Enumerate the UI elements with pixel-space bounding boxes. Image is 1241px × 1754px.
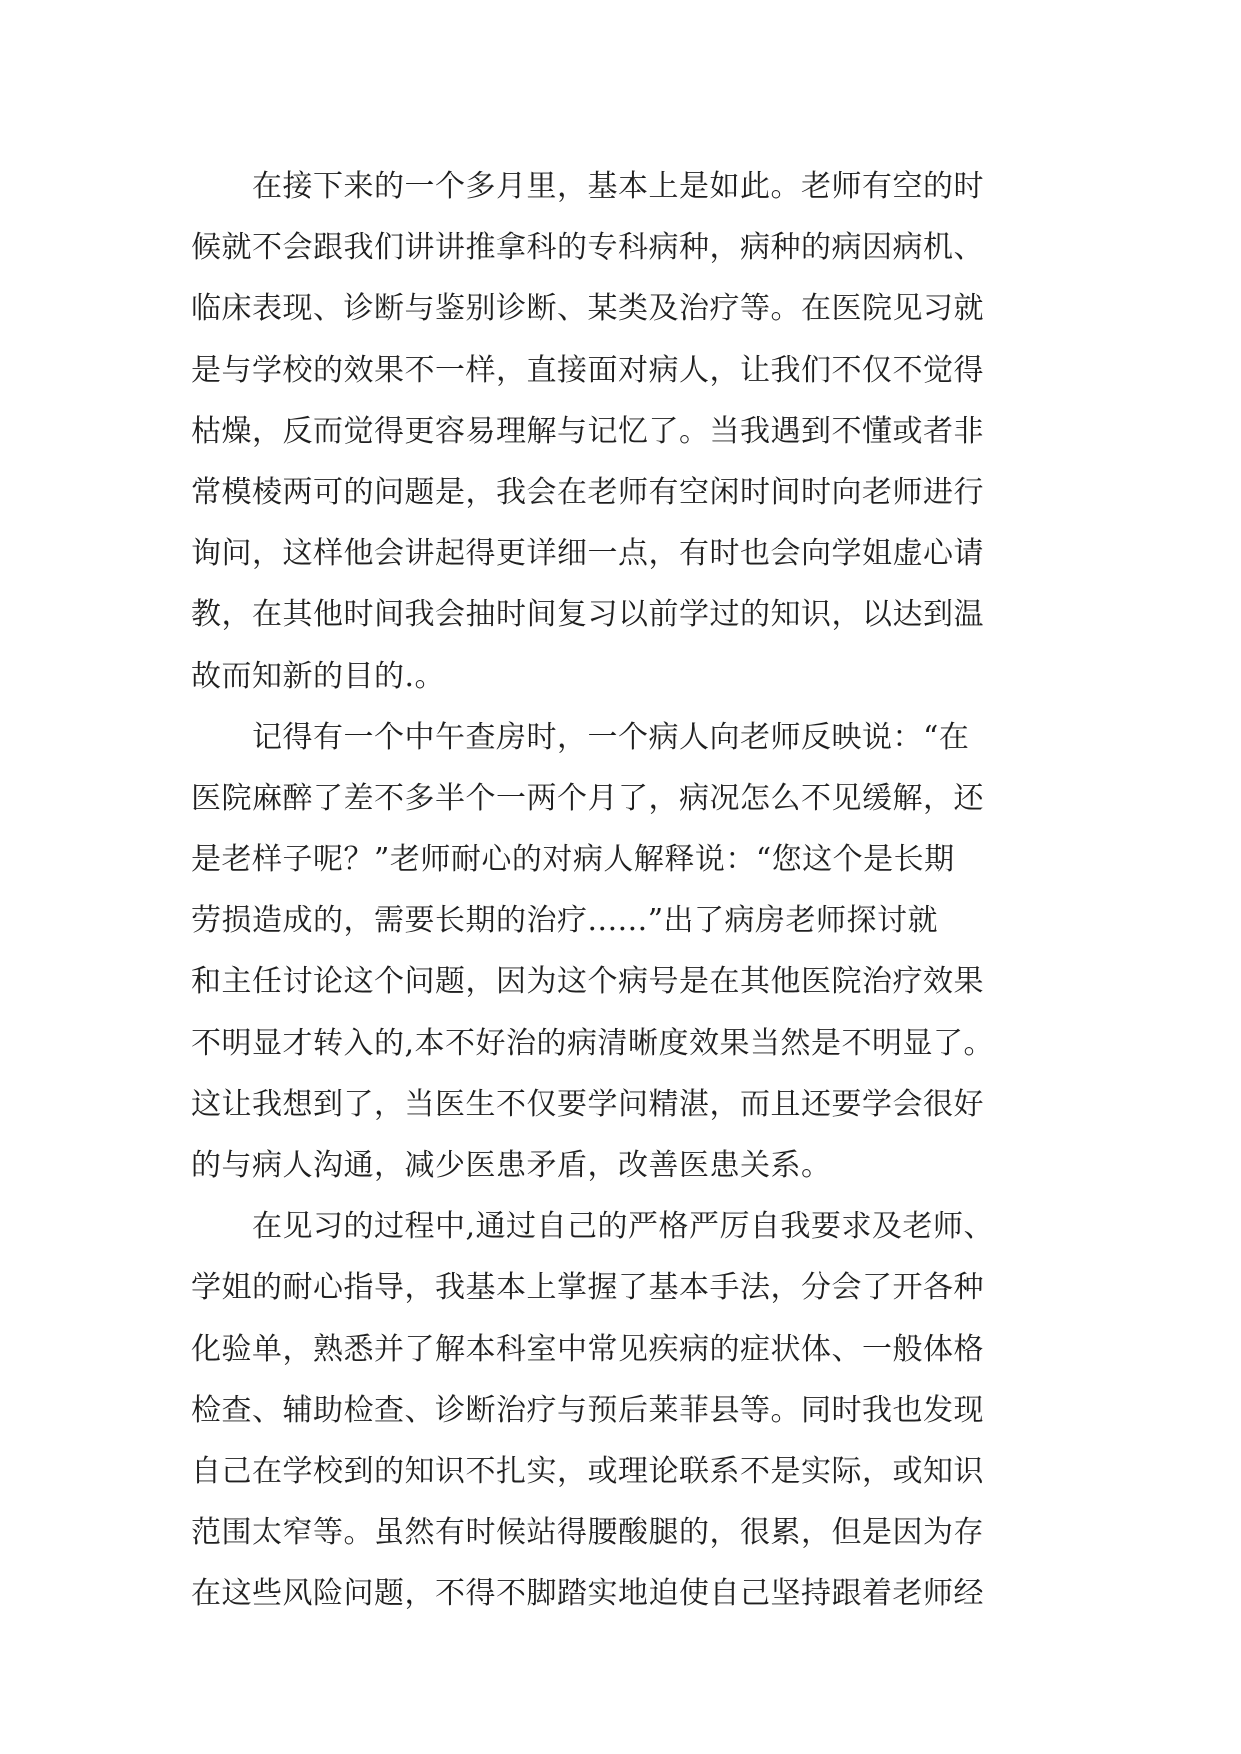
text-line: 常模棱两可的问题是，我会在老师有空闲时间时向老师进行	[191, 474, 984, 510]
text-line: 在见习的过程中,通过自己的严格严厉自我要求及老师、	[191, 1209, 995, 1245]
text-line: 故而知新的目的.。	[191, 658, 446, 694]
text-line: 临床表现、诊断与鉴别诊断、某类及治疗等。在医院见习就	[191, 291, 984, 327]
text-line: 化验单，熟悉并了解本科室中常见疾病的症状体、一般体格	[191, 1331, 984, 1367]
text-line: 记得有一个中午查房时，一个病人向老师反映说：“在	[191, 719, 970, 755]
text-line: 是老样子呢？”老师耐心的对病人解释说：“您这个是长期	[191, 842, 955, 878]
text-line: 医院麻醉了差不多半个一两个月了，病况怎么不见缓解，还	[191, 780, 984, 816]
text-line: 的与病人沟通，减少医患矛盾，改善医患关系。	[191, 1148, 832, 1183]
text-line: 在这些风险问题，不得不脚踏实地迫使自己坚持跟着老师经	[191, 1576, 984, 1612]
text-line: 不明显才转入的,本不好治的病清晰度效果当然是不明显了。	[191, 1025, 995, 1061]
text-line: 自己在学校到的知识不扎实，或理论联系不是实际，或知识	[191, 1453, 984, 1489]
text-line: 是与学校的效果不一样，直接面对病人，让我们不仅不觉得	[191, 352, 984, 388]
text-line: 劳损造成的，需要长期的治疗......”出了病房老师探讨就	[191, 903, 939, 939]
body-text	[191, 156, 1091, 1625]
text-line: 枯燥，反而觉得更容易理解与记忆了。当我遇到不懂或者非	[191, 413, 984, 449]
text-line: 检查、辅助检查、诊断治疗与预后莱菲县等。同时我也发现	[191, 1392, 984, 1428]
text-line: 询问，这样他会讲起得更详细一点，有时也会向学姐虚心请	[191, 536, 984, 572]
text-line: 学姐的耐心指导，我基本上掌握了基本手法，分会了开各种	[191, 1270, 984, 1306]
text-line: 候就不会跟我们讲讲推拿科的专科病种，病种的病因病机、	[191, 230, 984, 266]
text-line: 在接下来的一个多月里，基本上是如此。老师有空的时	[191, 169, 984, 204]
text-line: 教，在其他时间我会抽时间复习以前学过的知识，以达到温	[191, 597, 984, 633]
text-line: 范围太窄等。虽然有时候站得腰酸腿的，很累，但是因为存	[191, 1515, 984, 1551]
text-line: 和主任讨论这个问题，因为这个病号是在其他医院治疗效果	[191, 964, 984, 1000]
text-line: 这让我想到了，当医生不仅要学问精湛，而且还要学会很好	[191, 1086, 984, 1122]
